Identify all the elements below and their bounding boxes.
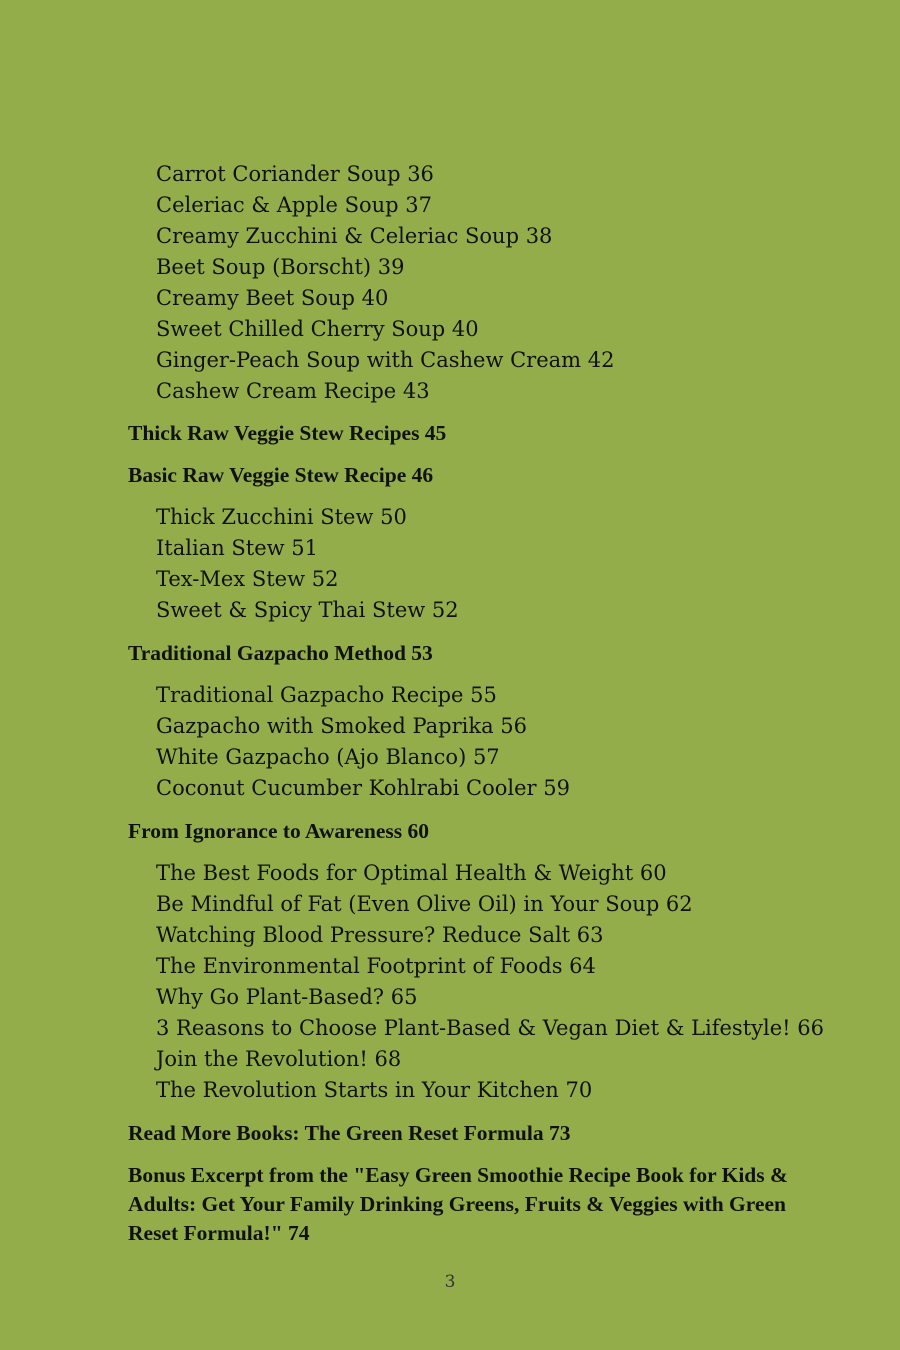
toc-group-soups xyxy=(128,159,818,407)
toc-heading[interactable]: Traditional Gazpacho Method 53 xyxy=(128,641,433,665)
toc-entry[interactable]: 3 Reasons to Choose Plant-Based & Vegan Diet & Lifestyle! 66 xyxy=(156,1016,824,1040)
table-of-contents xyxy=(128,159,824,1248)
toc-entry[interactable]: Cashew Cream Recipe 43 xyxy=(156,379,430,403)
page-number: 3 xyxy=(444,1272,456,1292)
toc-entry[interactable]: The Environmental Footprint of Foods 64 xyxy=(156,954,596,978)
toc-entry[interactable]: Celeriac & Apple Soup 37 xyxy=(156,193,432,217)
toc-heading[interactable]: Basic Raw Veggie Stew Recipe 46 xyxy=(128,463,434,487)
toc-entry[interactable]: Creamy Beet Soup 40 xyxy=(156,286,389,310)
toc-group-stews xyxy=(128,502,818,626)
toc-entry[interactable]: Thick Zucchini Stew 50 xyxy=(156,505,407,529)
toc-entry[interactable]: Sweet Chilled Cherry Soup 40 xyxy=(156,317,479,341)
toc-entry[interactable]: Carrot Coriander Soup 36 xyxy=(156,162,434,186)
toc-heading[interactable]: Thick Raw Veggie Stew Recipes 45 xyxy=(128,421,447,445)
toc-entry[interactable]: White Gazpacho (Ajo Blanco) 57 xyxy=(156,745,500,769)
toc-entry[interactable]: Ginger-Peach Soup with Cashew Cream 42 xyxy=(156,348,615,372)
toc-entry[interactable]: Tex-Mex Stew 52 xyxy=(156,567,339,591)
toc-entry[interactable]: Gazpacho with Smoked Paprika 56 xyxy=(156,714,528,738)
toc-entry[interactable]: Sweet & Spicy Thai Stew 52 xyxy=(156,598,459,622)
toc-group-awareness xyxy=(128,858,824,1106)
toc-group-gazpacho xyxy=(128,680,818,804)
toc-entry[interactable]: The Best Foods for Optimal Health & Weight 60 xyxy=(156,861,667,885)
toc-entry[interactable]: Be Mindful of Fat (Even Olive Oil) in Your Soup 62 xyxy=(156,892,693,916)
toc-entry[interactable]: Beet Soup (Borscht) 39 xyxy=(156,255,405,279)
toc-entry[interactable]: The Revolution Starts in Your Kitchen 70 xyxy=(156,1078,593,1102)
toc-entry[interactable]: Why Go Plant-Based? 65 xyxy=(156,985,418,1009)
toc-entry[interactable]: Coconut Cucumber Kohlrabi Cooler 59 xyxy=(156,776,570,800)
toc-heading[interactable]: From Ignorance to Awareness 60 xyxy=(128,819,429,843)
toc-entry[interactable]: Creamy Zucchini & Celeriac Soup 38 xyxy=(156,224,553,248)
toc-entry[interactable]: Watching Blood Pressure? Reduce Salt 63 xyxy=(156,923,604,947)
toc-entry[interactable]: Traditional Gazpacho Recipe 55 xyxy=(156,683,497,707)
toc-entry[interactable]: Join the Revolution! 68 xyxy=(156,1047,402,1071)
toc-heading-bonus[interactable]: Bonus Excerpt from the "Easy Green Smoothie Recipe Book for Kids & Adults: Get Your Family Drinking Greens, Fruits & Veggies with Green Reset Formula!" 74 xyxy=(128,1163,788,1245)
toc-entry[interactable]: Italian Stew 51 xyxy=(156,536,319,560)
toc-heading[interactable]: Read More Books: The Green Reset Formula 73 xyxy=(128,1121,571,1145)
